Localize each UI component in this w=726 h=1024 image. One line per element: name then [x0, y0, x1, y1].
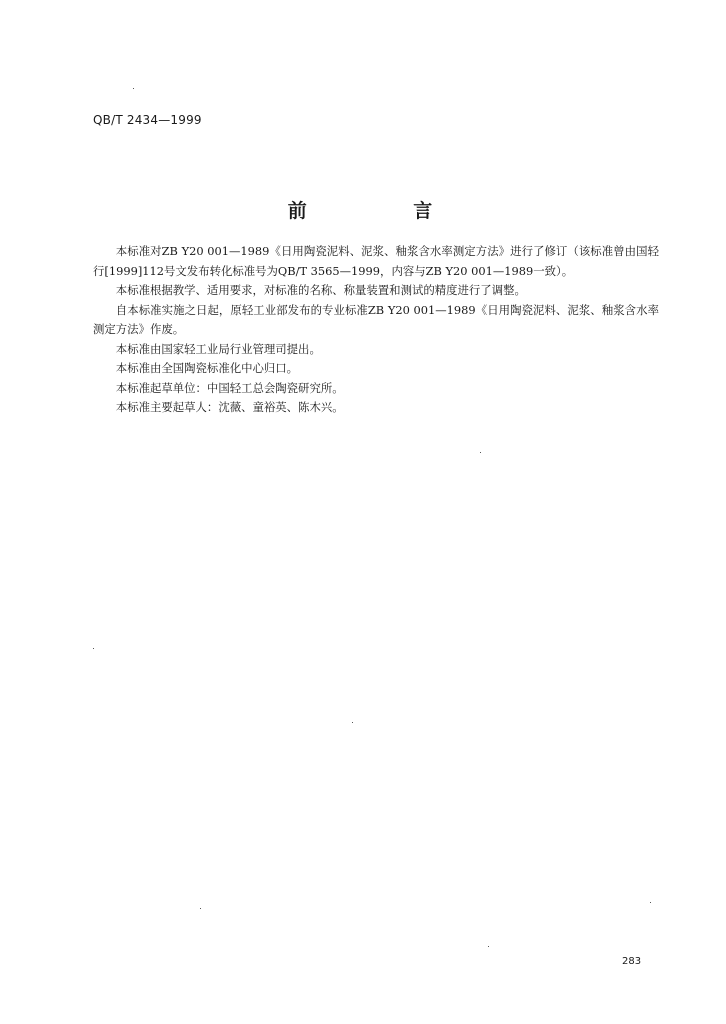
paragraph-centralized: 本标准由全国陶瓷标准化中心归口。: [115, 361, 299, 375]
scan-speck: [352, 722, 353, 723]
paragraph-drafters: 本标准主要起草人：沈薇、童裕英、陈木兴。: [115, 400, 344, 414]
paragraph-drafting-unit: 本标准起草单位：中国轻工总会陶瓷研究所。: [115, 380, 344, 395]
page-number: 283: [622, 956, 642, 967]
foreword-body: [93, 242, 659, 418]
scan-speck: [200, 908, 201, 909]
paragraph-revision: 本标准对ZB Y20 001—1989《日用陶瓷泥料、泥浆、釉浆含水率测定方法》进行了修订（该标准曾由国轻行[1999]112号文发布转化标准号为QB/T 3565—1999，内容与ZB Y20 001—1989一致）。: [93, 244, 659, 278]
scan-speck: [133, 88, 134, 89]
scan-speck: [488, 946, 489, 947]
scan-speck: [93, 648, 94, 649]
scan-speck: [480, 452, 481, 453]
paragraph-supersede: 自本标准实施之日起，原轻工业部发布的专业标准ZB Y20 001—1989《日用陶瓷泥料、泥浆、釉浆含水率测定方法》作废。: [93, 302, 659, 336]
paragraph-proposer: 本标准由国家轻工业局行业管理司提出。: [115, 341, 321, 356]
paragraph-adjustment: 本标准根据教学、适用要求，对标准的名称、称量装置和测试的精度进行了调整。: [115, 283, 526, 297]
scan-speck: [650, 902, 651, 903]
section-heading: 前 言: [287, 200, 483, 222]
standard-code: QB/T 2434—1999: [93, 113, 202, 127]
